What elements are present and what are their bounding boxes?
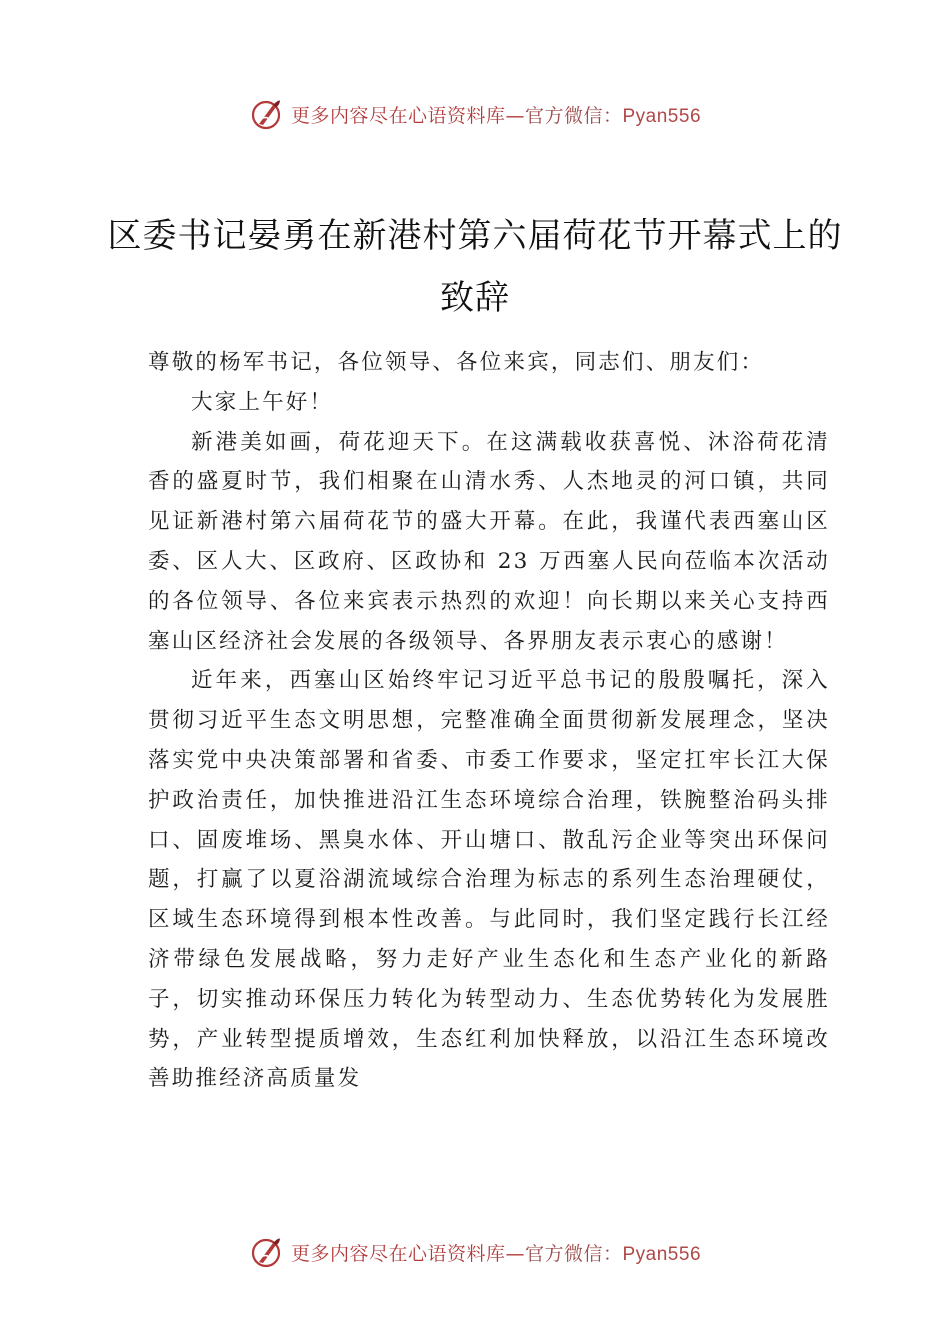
document-title: 区委书记晏勇在新港村第六届荷花节开幕式上的致辞: [107, 215, 843, 318]
watermark-banner-top: [0, 94, 950, 134]
greeting: 大家上午好！: [191, 389, 334, 415]
watermark-text: 更多内容尽在心语资料库—官方微信：Pyan556: [290, 104, 702, 127]
quill-pen-seal-icon: [249, 1235, 283, 1269]
salutation: 尊敬的杨军书记，各位领导、各位来宾，同志们、朋友们：: [148, 350, 765, 375]
body-paragraph-2: 近年来，西塞山区始终牢记习近平总书记的殷殷嘱托，深入贯彻习近平生态文明思想，完整准确全面贯彻新发展理念，坚决落实党中央决策部署和省委、市委工作要求，坚定扛牢长江大保护政治责任，加快推进沿江生态环境综合治理，铁腕整治码头排口、固废堆场、黑臭水体、开山塘口、散乱污企业等突出环保问题，打赢了以夏浴湖流域综合治理为标志的系列生态治理硬仗，区域生态环境得到根本性改善。与此同时，我们坚定践行长江经济带绿色发展战略，努力走好产业生态化和生态产业化的新路子，切实推动环保压力转化为转型动力、生态优势转化为发展胜势，产业转型提质增效，生态红利加快释放，以沿江生态环境改善助推经济高质量发: [148, 668, 830, 1092]
quill-pen-seal-icon: [249, 97, 283, 131]
watermark-text: 更多内容尽在心语资料库—官方微信：Pyan556: [290, 1242, 702, 1265]
watermark-banner-bottom: [0, 1232, 950, 1272]
body-paragraph-1: 新港美如画，荷花迎天下。在这满载收获喜悦、沐浴荷花清香的盛夏时节，我们相聚在山清水秀、人杰地灵的河口镇，共同见证新港村第六届荷花节的盛大开幕。在此，我谨代表西塞山区委、区人大、区政府、区政协和 23 万西塞人民向莅临本次活动的各位领导、各位来宾表示热烈的欢迎！向长期以来关心支持西塞山区经济社会发展的各级领导、各界朋友表示衷心的感谢！: [148, 429, 830, 654]
document-body: [148, 343, 830, 1099]
